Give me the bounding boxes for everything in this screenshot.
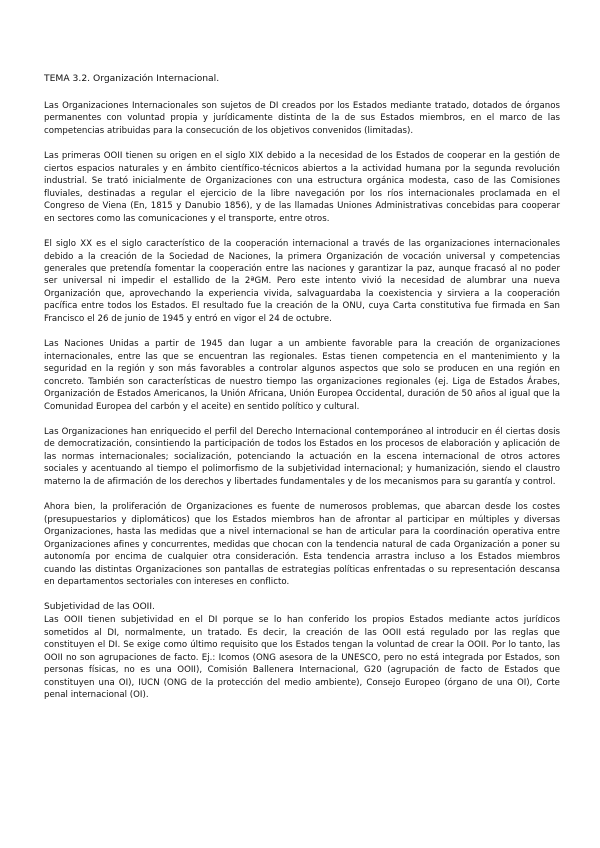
paragraph-twentieth-century: El siglo XX es el siglo característico de la cooperación internacional a través de las organizaciones internacionales debido a la creación de la Sociedad de Naciones, la primera Organización de vocación universal y competencias generales que pretendía fomentar la cooperación entre las naciones y garantizar la paz, aunque fracasó al no poder ser universal ni impedir el estallido de la 2ªGM. Pero este intento vivió la necesidad de alumbrar una nueva Organización que, aprovechando la experiencia vivida, salvaguardaba la coexistencia y sirviera a la cooperación pacífica entre todos los Estados. El resultado fue la creación de la ONU, cuya Carta constitutiva fue firmada en San Francisco el 26 de junio de 1945 y entró en vigor el 24 de octubre.	[44, 239, 560, 324]
paragraph-gap	[44, 413, 560, 426]
paragraph-definition: Las Organizaciones Internacionales son sujetos de DI creados por los Estados mediante tratado, dotados de órganos permanentes con voluntad propia y jurídicamente distinta de la de sus Estados miembros, en el marco de las competencias atribuidas para la consecución de los objetivos convenidos (limitadas).	[44, 101, 560, 136]
paragraph-gap	[44, 325, 560, 338]
paragraph-origins: Las primeras OOII tienen su origen en el siglo XIX debido a la necesidad de los Estados de cooperar en la gestión de ciertos espacios naturales y en ámbito científico-técnicos abiertos a la actividad humana por la segunda revolución industrial. Se trató inicialmente de Organizaciones con una estructura orgánica modesta, caso de las Comisiones fluviales, destinadas a regular el ejercicio de la libre navegación por los ríos internacionales proclamada en el Congreso de Viena (En, 1815 y Danubio 1856), y de las llamadas Uniones Administrativas concebidas para cooperar en sectores como las comunicaciones y el transporte, entre otros.	[44, 151, 560, 224]
section-subheading: Subjetividad de las OOII.	[44, 602, 155, 613]
paragraph-subjectivity: Las OOII tienen subjetividad en el DI porque se lo han conferido los propios Estados mediante actos jurídicos sometidos al DI, normalmente, un tratado. Es decir, la creación de las OOII está regulado por las reglas que constituyen el DI. Se exige como último requisito que los Estados tengan la voluntad de crear la OOII. Por lo tanto, las OOII no son agrupaciones de facto. Ej.: Icomos (ONG asesora de la UNESCO, pero no está integrada por Estados, son personas físicas, no es una OOII), Comisión Ballenera Internacional, G20 (agrupación de facto de Estados que constituyen una OI), IUCN (ONG de la protección del medio ambiente), Consejo Europeo (órgano de una OI), Corte penal internacional (OI).	[44, 615, 560, 701]
paragraph-contributions: Las Organizaciones han enriquecido el perfil del Derecho Internacional contemporáneo al introducir en él ciertas dosis de democratización, consintiendo la participación de todos los Estados en los procesos de elaboración y aplicación de las normas internacionales; socialización, potenciando la actuación en la escena internacional de otros actores sociales y acentuando al tiempo el polimorfismo de la subjetividad internacional; y humanización, siendo el claustro materno la de afirmación de los derechos y libertades fundamentales y de los mecanismos para su garantía y control.	[44, 426, 560, 487]
document-page	[44, 72, 560, 702]
document-title: TEMA 3.2. Organización Internacional.	[44, 73, 220, 84]
paragraph-gap	[44, 588, 560, 601]
paragraph-problems: Ahora bien, la proliferación de Organizaciones es fuente de numerosos problemas, que abarcan desde los costes (presupuestarios y diplomáticos) que los Estados miembros han de afrontar al participar en múltiples y diversas Organizaciones, hasta las medidas que a nivel internacional se han de articular para la coordinación operativa entre Organizaciones afines y concurrentes, medidas que chocan con la tendencia natural de cada Organización a poner su autonomía por encima de cualquier otra consideración. Esta tendencia arrastra incluso a los Estados miembros cuando las distintas Organizaciones son pantallas de estrategias políticas enfrentadas o su representación descansa en departamentos sectoriales con intereses en conflicto.	[44, 502, 560, 587]
paragraph-gap	[44, 137, 560, 150]
paragraph-gap	[44, 488, 560, 501]
paragraph-united-nations: Las Naciones Unidas a partir de 1945 dan lugar a un ambiente favorable para la creación de organizaciones internacionales, entre las que se encuentran las regionales. Estas tienen competencia en el mantenimiento y la seguridad en la región y son más favorables a controlar algunos aspectos que solo se producen en una región en concreto. También son características de nuestro tiempo las organizaciones regionales (ej. Liga de Estados Árabes, Organización de Estados Americanos, la Unión Africana, Unión Europea Occidental, duración de 50 años al igual que la Comunidad Europea del carbón y el aceite) en sentido político y cultural.	[44, 339, 560, 412]
paragraph-gap	[44, 225, 560, 238]
